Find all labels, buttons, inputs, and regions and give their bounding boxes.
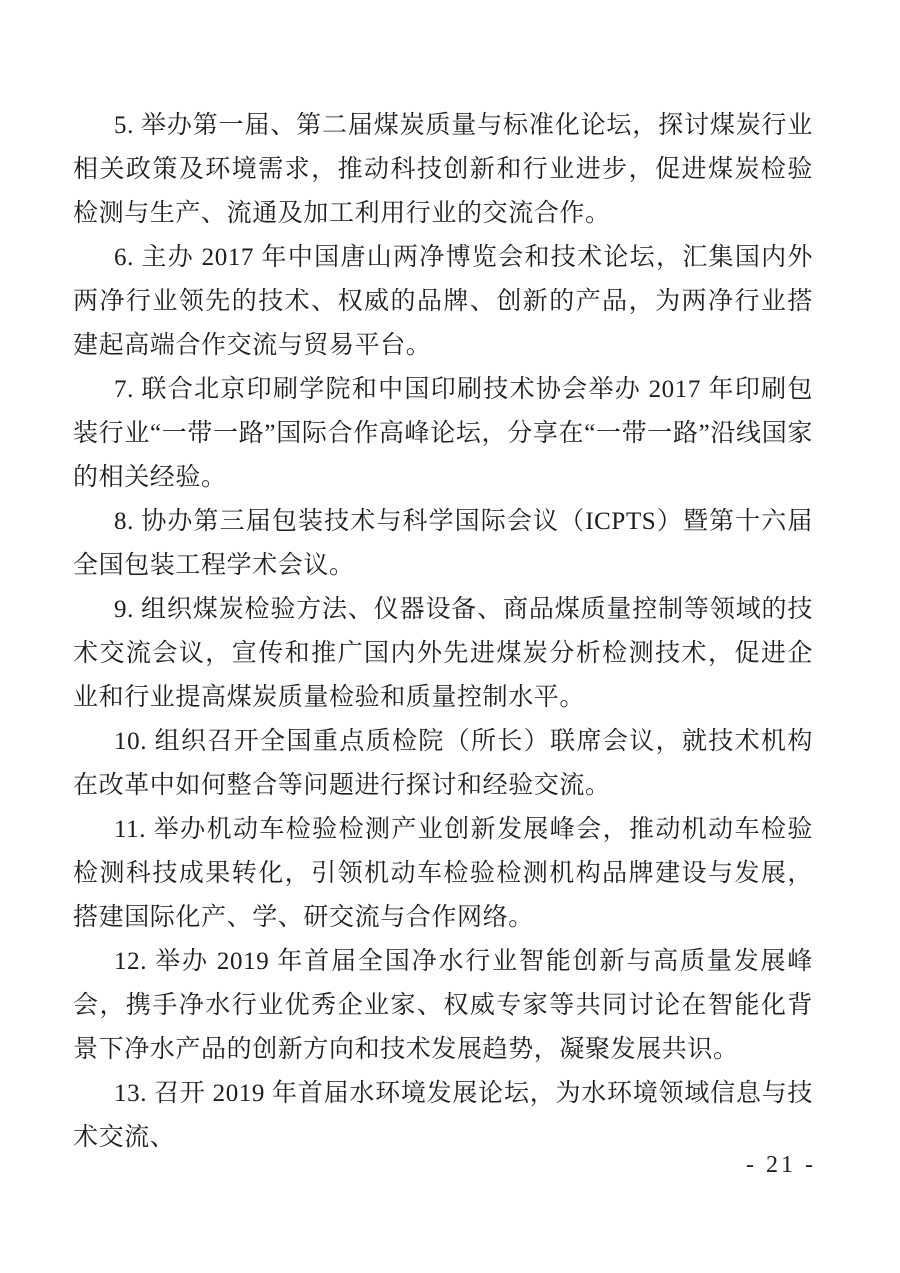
list-item-9: 9. 组织煤炭检验方法、仪器设备、商品煤质量控制等领域的技术交流会议，宣传和推广国内外先进煤炭分析检测技术，促进企业和行业提高煤炭质量检验和质量控制水平。 xyxy=(73,596,813,711)
page-number: - 21 - xyxy=(746,1152,816,1178)
list-item-12: 12. 举办 2019 年首届全国净水行业智能创新与高质量发展峰会，携手净水行业优秀企业家、权威专家等共同讨论在智能化背景下净水产品的创新方向和技术发展趋势，凝聚发展共识。 xyxy=(73,948,813,1063)
document-body xyxy=(73,104,813,1160)
list-item-8: 8. 协办第三届包装技术与科学国际会议（ICPTS）暨第十六届全国包装工程学术会议。 xyxy=(73,508,813,579)
list-item-11: 11. 举办机动车检验检测产业创新发展峰会，推动机动车检验检测科技成果转化，引领机动车检验检测机构品牌建设与发展，搭建国际化产、学、研交流与合作网络。 xyxy=(73,816,813,931)
list-item-7: 7. 联合北京印刷学院和中国印刷技术协会举办 2017 年印刷包装行业“一带一路”国际合作高峰论坛，分享在“一带一路”沿线国家的相关经验。 xyxy=(73,376,813,491)
list-item-5: 5. 举办第一届、第二届煤炭质量与标准化论坛，探讨煤炭行业相关政策及环境需求，推动科技创新和行业进步，促进煤炭检验检测与生产、流通及加工利用行业的交流合作。 xyxy=(73,112,813,227)
list-item-13: 13. 召开 2019 年首届水环境发展论坛，为水环境领域信息与技术交流、 xyxy=(73,1080,813,1151)
list-item-6: 6. 主办 2017 年中国唐山两净博览会和技术论坛，汇集国内外两净行业领先的技术、权威的品牌、创新的产品，为两净行业搭建起高端合作交流与贸易平台。 xyxy=(73,244,813,359)
list-item-10: 10. 组织召开全国重点质检院（所长）联席会议，就技术机构在改革中如何整合等问题进行探讨和经验交流。 xyxy=(73,728,813,799)
